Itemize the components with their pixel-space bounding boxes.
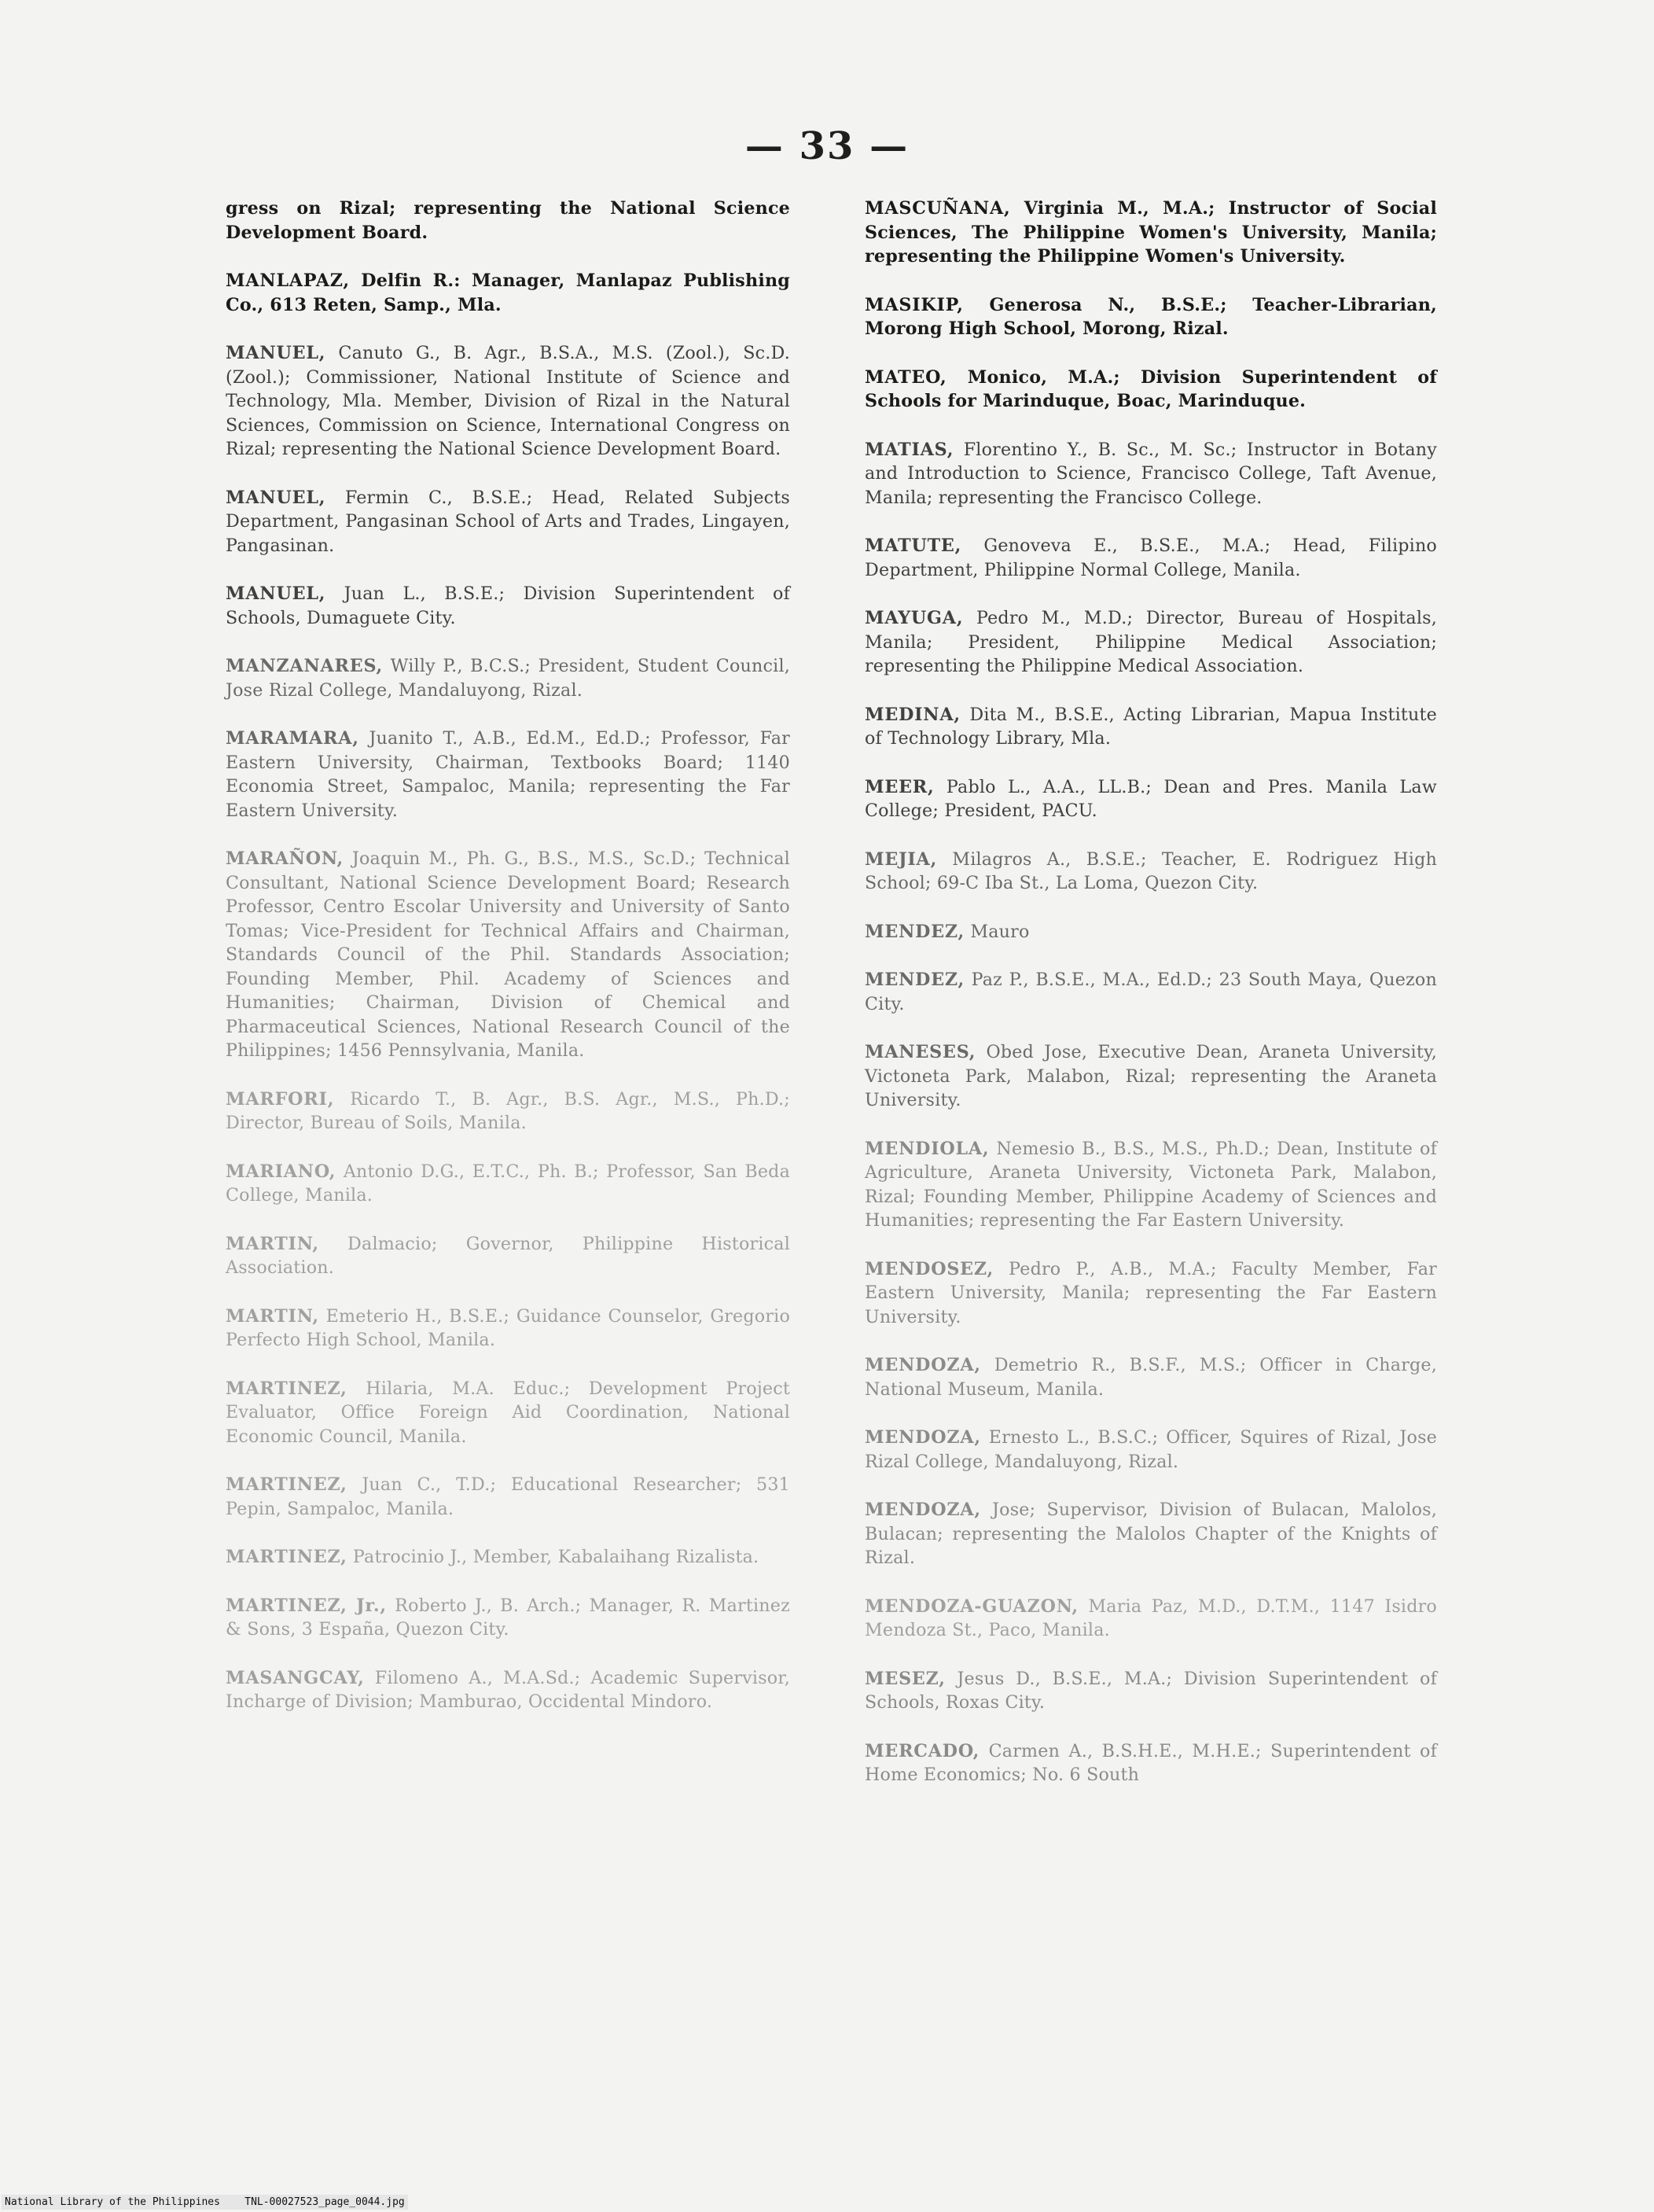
- entry-surname: MEER,: [865, 776, 935, 797]
- directory-entry: [226, 1594, 790, 1642]
- directory-entry: [226, 654, 790, 702]
- entry-surname: MARTINEZ,: [226, 1547, 347, 1567]
- entry-details: gress on Rizal; representing the National Science Development Board.: [226, 198, 790, 243]
- page-number: — 33 —: [744, 124, 910, 168]
- directory-entry: [865, 1137, 1437, 1233]
- directory-entry: [865, 703, 1437, 751]
- entry-details: Juan C., T.D.; Educational Researcher; 531 Pepin, Sampaloc, Manila.: [226, 1474, 790, 1519]
- entry-surname: MENDEZ,: [865, 970, 965, 990]
- entry-details: Roberto J., B. Arch.; Manager, R. Martinez & Sons, 3 España, Quezon City.: [226, 1595, 790, 1640]
- directory-entry: [865, 366, 1437, 414]
- directory-entry: [865, 293, 1437, 341]
- entry-surname: MAYUGA,: [865, 608, 964, 628]
- entry-details: Ernesto L., B.S.C.; Officer, Squires of Rizal, Jose Rizal College, Mandaluyong, Rizal.: [865, 1427, 1437, 1472]
- directory-entry: [865, 534, 1437, 582]
- entry-surname: MARTINEZ,: [226, 1378, 347, 1399]
- entry-details: Jose; Supervisor, Division of Bulacan, Malolos, Bulacan; representing the Malolos Chapter of the Knights of Rizal.: [865, 1500, 1438, 1568]
- entry-details: Paz P., B.S.E., M.A., Ed.D.; 23 South Maya, Quezon City.: [865, 970, 1437, 1014]
- entry-details: Willy P., B.C.S.; President, Student Council, Jose Rizal College, Mandaluyong, Rizal.: [226, 656, 790, 701]
- entry-surname: MANUEL,: [226, 583, 326, 604]
- entry-details: Carmen A., B.S.H.E., M.H.E.; Superintendent of Home Economics; No. 6 South: [865, 1740, 1437, 1785]
- directory-entry: [226, 1088, 790, 1135]
- entry-details: Pedro P., A.B., M.A.; Faculty Member, Far Eastern University, Manila; representing the Far Eastern University.: [865, 1258, 1437, 1327]
- directory-entry: [865, 775, 1437, 823]
- directory-entry: [865, 197, 1437, 269]
- entry-details: Monico, M.A.; Division Superintendent of Schools for Marinduque, Boac, Marinduque.: [865, 366, 1437, 411]
- entry-details: Canuto G., B. Agr., B.S.A., M.S. (Zool.), Sc.D. (Zool.); Commissioner, National Institute of Science and Technology, Mla. Member, Division of Rizal in the Natural Sciences, Commission on Science, International Congress on Rizal; representing the National Science Development Board.: [226, 343, 790, 459]
- entry-surname: MASCUÑANA,: [865, 198, 1011, 219]
- entry-surname: MERCADO,: [865, 1740, 980, 1761]
- entry-details: Pablo L., A.A., LL.B.; Dean and Pres. Manila Law College; President, PACU.: [865, 776, 1437, 821]
- directory-entry: [865, 1257, 1437, 1330]
- entry-details: Dita M., B.S.E., Acting Librarian, Mapua Institute of Technology Library, Mla.: [865, 704, 1437, 749]
- directory-entry: [226, 486, 790, 558]
- entry-details: Ricardo T., B. Agr., B.S. Agr., M.S., Ph.D.; Director, Bureau of Soils, Manila.: [226, 1088, 790, 1133]
- directory-entry: [865, 1667, 1437, 1715]
- entry-details: Milagros A., B.S.E.; Teacher, E. Rodriguez High School; 69-C Iba St., La Loma, Quezon City.: [865, 848, 1437, 893]
- entry-details: Generosa N., B.S.E.; Teacher-Librarian, Morong High School, Morong, Rizal.: [865, 294, 1437, 339]
- entry-surname: MARAÑON,: [226, 848, 344, 869]
- directory-entry: [226, 197, 790, 245]
- directory-entry: [865, 438, 1437, 510]
- entry-surname: MARIANO,: [226, 1161, 336, 1182]
- entry-surname: MENDOSEZ,: [865, 1258, 994, 1279]
- directory-entry: [226, 1160, 790, 1208]
- directory-entry: [865, 920, 1437, 944]
- entry-surname: MASIKIP,: [865, 294, 964, 315]
- entry-surname: MARAMARA,: [226, 728, 359, 749]
- entry-surname: MATEO,: [865, 366, 947, 388]
- entry-surname: MASANGCAY,: [226, 1667, 365, 1688]
- entry-details: Genoveva E., B.S.E., M.A.; Head, Filipino Department, Philippine Normal College, Manila.: [865, 536, 1437, 580]
- entry-surname: MANESES,: [865, 1042, 976, 1062]
- entry-details: Antonio D.G., E.T.C., Ph. B.; Professor, San Beda College, Manila.: [226, 1161, 790, 1205]
- entry-details: Emeterio H., B.S.E.; Guidance Counselor, Gregorio Perfecto High School, Manila.: [226, 1305, 790, 1350]
- directory-entry: [865, 1595, 1437, 1643]
- directory-entry: [226, 1232, 790, 1280]
- entry-surname: MANZANARES,: [226, 656, 384, 676]
- entry-details: Florentino Y., B. Sc., M. Sc.; Instructor in Botany and Introduction to Science, Francisco College, Taft Avenue, Manila; representing the Francisco College.: [865, 439, 1437, 508]
- directory-entry: [865, 1426, 1437, 1474]
- entry-surname: MENDOZA,: [865, 1427, 981, 1448]
- directory-entry: [226, 1545, 790, 1570]
- directory-entry: [226, 1377, 790, 1449]
- footer-caption: National Library of the Philippines TNL-00027523_page_0044.jpg: [2, 2195, 408, 2210]
- directory-entry: [226, 1305, 790, 1353]
- entry-details: Pedro M., M.D.; Director, Bureau of Hospitals, Manila; President, Philippine Medical Association; representing the Philippine Medical Association.: [865, 608, 1437, 676]
- entry-details: Juanito T., A.B., Ed.M., Ed.D.; Professor, Far Eastern University, Chairman, Textbooks Board; 1140 Economia Street, Sampaloc, Manila; representing the Far Eastern University.: [226, 728, 790, 821]
- entry-surname: MENDIOLA,: [865, 1138, 990, 1159]
- entry-surname: MENDEZ,: [865, 921, 965, 942]
- entry-surname: MENDOZA,: [865, 1500, 981, 1520]
- entry-surname: MENDOZA,: [865, 1355, 981, 1375]
- directory-entry: [865, 1353, 1437, 1401]
- directory-entry: [226, 269, 790, 317]
- entry-details: Jesus D., B.S.E., M.A.; Division Superintendent of Schools, Roxas City.: [865, 1668, 1437, 1713]
- directory-entry: [865, 606, 1437, 679]
- directory-entry: [226, 1666, 790, 1714]
- entry-surname: MANLAPAZ,: [226, 271, 350, 291]
- directory-entry: [865, 1739, 1437, 1787]
- entry-surname: MARTINEZ,: [226, 1474, 347, 1495]
- directory-entry: [865, 968, 1437, 1016]
- entry-surname: MATIAS,: [865, 439, 954, 460]
- entry-surname: MARTIN,: [226, 1305, 319, 1327]
- entry-details: Mauro: [970, 921, 1030, 942]
- entry-details: Nemesio B., B.S., M.S., Ph.D.; Dean, Institute of Agriculture, Araneta University, Victoneta Park, Malabon, Rizal; Founding Member, Philippine Academy of Sciences and Humanities; representing the Far Eastern University.: [865, 1138, 1437, 1231]
- entry-surname: MESEZ,: [865, 1668, 946, 1689]
- directory-entry: [226, 727, 790, 823]
- directory-entry: [865, 1040, 1437, 1113]
- directory-entry: [226, 847, 790, 1063]
- entry-surname: MARTINEZ, Jr.,: [226, 1595, 387, 1616]
- entry-surname: MANUEL,: [226, 343, 326, 363]
- entry-details: Filomeno A., M.A.Sd.; Academic Supervisor, Incharge of Division; Mamburao, Occidental Mindoro.: [226, 1667, 790, 1712]
- entry-surname: MARFORI,: [226, 1088, 335, 1110]
- left-column: [226, 197, 790, 1739]
- entry-details: Virginia M., M.A.; Instructor of Social Sciences, The Philippine Women's University, Manila; representing the Philippine Women's University.: [865, 198, 1437, 267]
- directory-entry: [226, 582, 790, 630]
- entry-details: Hilaria, M.A. Educ.; Development Project Evaluator, Office Foreign Aid Coordination, National Economic Council, Manila.: [226, 1378, 790, 1447]
- directory-entry: [865, 1498, 1437, 1570]
- entry-surname: MARTIN,: [226, 1233, 319, 1254]
- directory-entry: [226, 341, 790, 462]
- entry-details: Patrocinio J., Member, Kabalaihang Rizalista.: [352, 1547, 759, 1567]
- entry-details: Demetrio R., B.S.F., M.S.; Officer in Charge, National Museum, Manila.: [865, 1355, 1437, 1400]
- entry-surname: MANUEL,: [226, 487, 326, 508]
- entry-details: Delfin R.: Manager, Manlapaz Publishing Co., 613 Reten, Samp., Mla.: [226, 271, 790, 315]
- entry-details: Fermin C., B.S.E.; Head, Related Subjects Department, Pangasinan School of Arts and Trades, Lingayen, Pangasinan.: [226, 487, 790, 556]
- entry-surname: MEJIA,: [865, 848, 938, 870]
- entry-details: Joaquin M., Ph. G., B.S., M.S., Sc.D.; Technical Consultant, National Science Development Board; Research Professor, Centro Escolar University and University of Santo Tomas; Vice-President for Technical Affairs and Chairman, Standards Council of the Phil. Standards Association; Founding Member, Phil. Academy of Sciences and Humanities; Chairman, Division of Chemical and Pharmaceutical Sciences, National Research Council of the Philippines; 1456 Pennsylvania, Manila.: [226, 848, 790, 1061]
- directory-entry: [865, 848, 1437, 896]
- entry-details: Maria Paz, M.D., D.T.M., 1147 Isidro Mendoza St., Paco, Manila.: [865, 1596, 1437, 1640]
- entry-surname: MATUTE,: [865, 536, 962, 556]
- directory-entry: [226, 1473, 790, 1521]
- right-column: [865, 197, 1437, 1812]
- entry-details: Juan L., B.S.E.; Division Superintendent of Schools, Dumaguete City.: [226, 583, 790, 628]
- entry-surname: MEDINA,: [865, 704, 961, 725]
- entry-details: Obed Jose, Executive Dean, Araneta University, Victoneta Park, Malabon, Rizal; representing the Araneta University.: [865, 1042, 1437, 1110]
- entry-surname: MENDOZA-GUAZON,: [865, 1596, 1079, 1617]
- entry-details: Dalmacio; Governor, Philippine Historical Association.: [226, 1233, 790, 1278]
